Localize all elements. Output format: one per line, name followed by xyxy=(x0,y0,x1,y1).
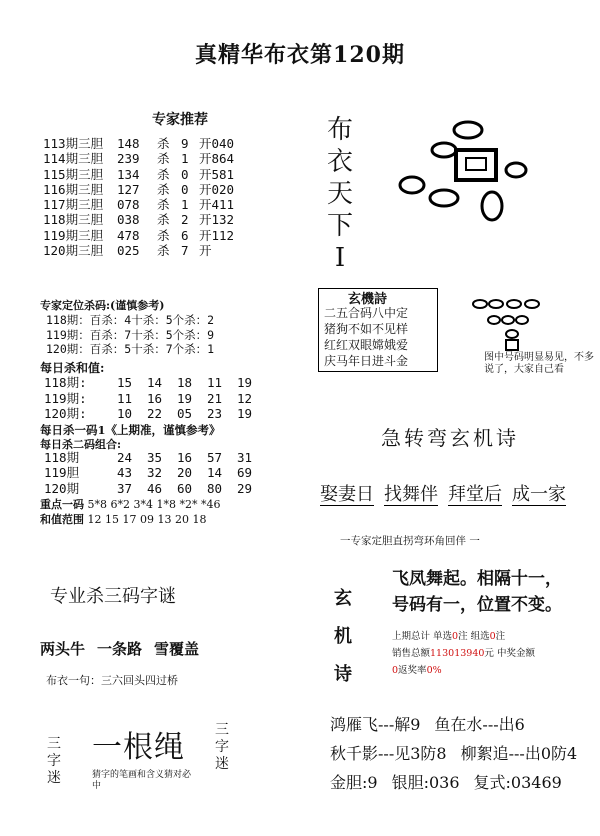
stat-line-2: 销售总额113013940元 中奖金额 xyxy=(392,648,535,659)
key-code-label: 重点一码 xyxy=(40,498,84,511)
riddle-note: 猜字的笔画和含义猜对必中 xyxy=(92,770,192,791)
sum-range-values: 12 15 17 09 13 20 18 xyxy=(87,513,207,526)
riddle-big-text: 一根绳 xyxy=(92,730,185,765)
sum-range-line xyxy=(40,511,206,527)
expert-row: 116期三胆 127 杀 0 开020 xyxy=(43,181,235,197)
expert-row: 115期三胆 134 杀 0 开581 xyxy=(43,166,235,182)
daily-sum-list xyxy=(44,375,252,422)
riddle-right-vertical: 三字迷 xyxy=(215,722,229,772)
kill-row: 119期：百杀：7十杀：5个杀：9 xyxy=(46,327,215,342)
poem-heading: 玄機詩 xyxy=(348,292,388,307)
kill-row: 120期：百杀：5十杀：7个杀：1 xyxy=(46,342,215,356)
daily-pair-heading: 每日杀二码组合: xyxy=(40,438,122,451)
xuanji-line: 号码有一，位置不变。 xyxy=(392,595,562,615)
expert-row: 118期三胆 038 杀 2 开132 xyxy=(43,212,235,228)
daily-pair-row: 119胆 43 32 20 14 69 xyxy=(44,465,252,481)
daily-sum-row: 120期: 10 22 05 23 19 xyxy=(44,406,252,422)
riddle-title: 专业杀三码字谜 xyxy=(50,586,176,607)
clue-line: 鸿雁飞---解9 鱼在水---出6 xyxy=(330,715,525,734)
daily-pair-row: 120期 37 46 60 80 29 xyxy=(44,480,252,496)
hand-drawn-figure xyxy=(398,120,538,230)
stat-line-3: 0返奖率0% xyxy=(392,665,442,676)
sum-range-label: 和值范围 xyxy=(40,513,84,526)
expert-row: 113期三胆 148 杀 9 开040 xyxy=(43,136,235,151)
riddle-word: 雪覆盖 xyxy=(154,640,200,658)
poem-lines xyxy=(324,305,408,369)
riddle-word: 两头牛 xyxy=(40,640,86,658)
daily-sum-row: 118期: 15 14 18 11 19 xyxy=(44,375,252,390)
key-code-values: 5*8 6*2 3*4 1*8 *2* *46 xyxy=(87,498,221,511)
phrase-word: 娶妻日 xyxy=(320,484,374,505)
phrase-word: 成一家 xyxy=(512,484,566,505)
riddle-left-vertical: 三字迷 xyxy=(47,736,61,786)
phrase-word: 找舞伴 xyxy=(384,484,438,505)
daily-pair-row: 118期 24 35 16 57 31 xyxy=(44,450,252,465)
xuanji-vertical: 玄机诗 xyxy=(334,588,352,685)
expert-row: 117期三胆 078 杀 1 开411 xyxy=(43,197,235,213)
daily-sum-heading: 每日杀和值: xyxy=(40,361,105,375)
riddle-line xyxy=(40,638,211,659)
expert-heading: 专家推荐 xyxy=(152,112,208,128)
poem-line: 红红双眼嫦娥爱 xyxy=(324,338,409,352)
daily-sum-row: 119期: 11 16 19 21 12 xyxy=(44,390,252,406)
phrase-word: 拜堂后 xyxy=(448,484,502,505)
number-sketch xyxy=(468,296,548,356)
riddle-word: 一条路 xyxy=(97,640,143,658)
clue-line: 金胆:9 银胆:036 复式:03469 xyxy=(330,773,562,792)
xuanji-poem xyxy=(392,566,562,618)
expert-row: 114期三胆 239 杀 1 开864 xyxy=(43,151,235,167)
xuanji-line: 飞凤舞起。相隔十一， xyxy=(392,569,562,589)
riddle-sub: 布衣一句：三六回头四过桥 xyxy=(46,674,178,687)
bottom-clues xyxy=(330,710,591,797)
daily-one-heading: 每日杀一码1《上期准，谨慎参考》 xyxy=(40,423,221,437)
daily-pair-list xyxy=(44,450,252,496)
expert-list xyxy=(43,136,303,258)
clue-line: 秋千影---见3防8 柳絮追---出0防4 xyxy=(330,744,578,763)
poem-line: 二五合码八中定 xyxy=(324,306,409,320)
phrase-line xyxy=(320,480,576,506)
stat-line-1: 上期总计 单选0注 组选0注 xyxy=(392,631,506,642)
poem-line: 庆马年日进斗金 xyxy=(324,354,409,368)
poem-hint: 图中号码明显易见，不多说了，大家自己看 xyxy=(484,352,594,375)
buyi-vertical-title: 布衣天下I xyxy=(326,115,353,273)
expert-row: 120期三胆 025 杀 7 开 xyxy=(43,243,212,259)
expert-row: 119期三胆 478 杀 6 开112 xyxy=(43,227,235,243)
poem-line: 猪狗不如不见样 xyxy=(324,322,409,336)
kill-heading: 专家定位杀码:(谨慎参考) xyxy=(40,299,165,312)
kill-row: 118期：百杀：4十杀：5个杀：2 xyxy=(46,313,215,327)
riddle-poem-heading: 急转弯玄机诗 xyxy=(381,426,519,450)
page-title: 真精华布衣第120期 xyxy=(195,42,405,68)
kill-list xyxy=(46,313,214,357)
key-code-line xyxy=(40,496,220,512)
expert-guide-line: 一专家定胆直拐弯环角回伴 一 xyxy=(340,535,480,547)
